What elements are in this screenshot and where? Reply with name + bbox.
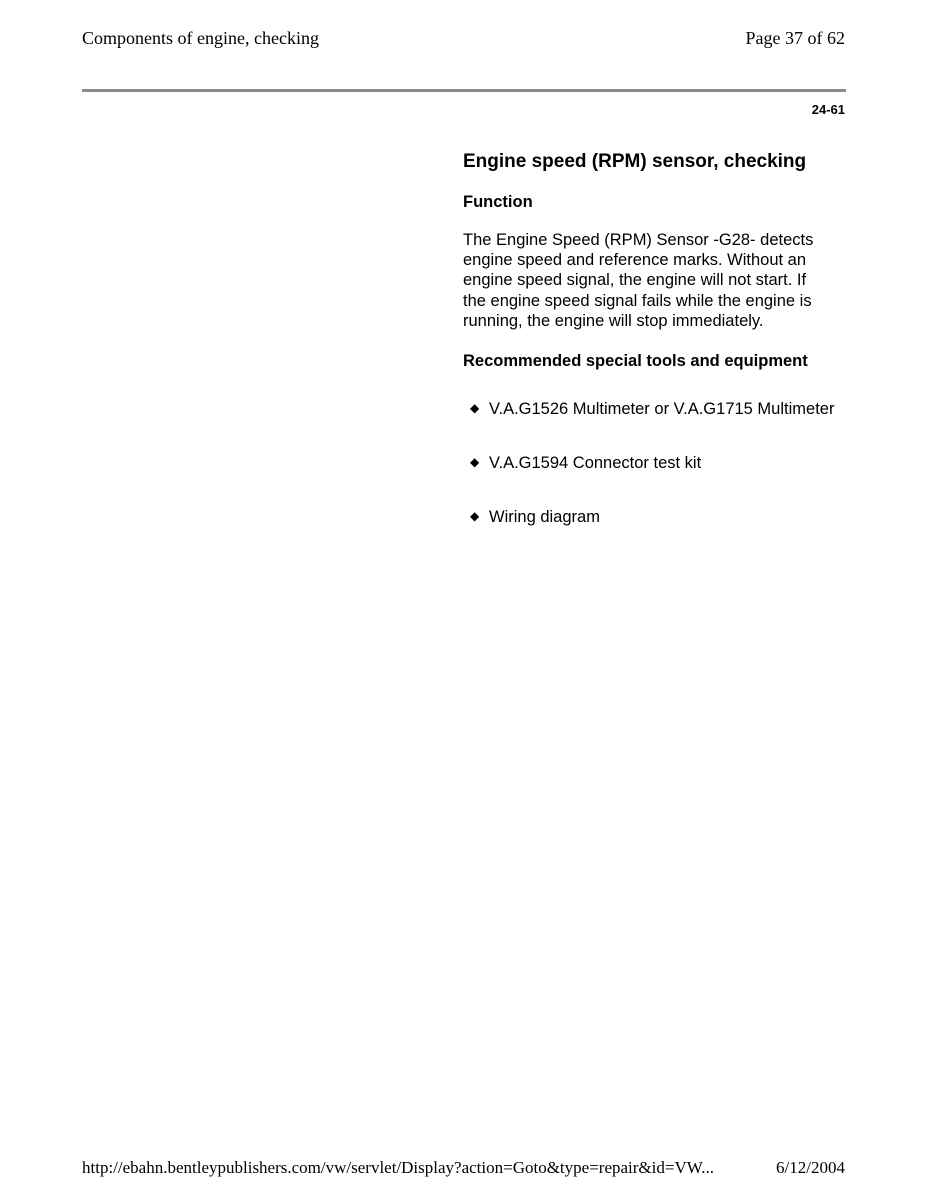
footer-date: 6/12/2004: [776, 1158, 845, 1177]
diamond-bullet-icon: ◆: [470, 509, 480, 524]
footer-url: http://ebahn.bentleypublishers.com/vw/servlet/Display?action=Goto&type=repair&id=VW...: [82, 1158, 714, 1177]
list-item: [463, 453, 846, 473]
page-title: Engine speed (RPM) sensor, checking: [463, 151, 807, 172]
function-heading: Function: [463, 193, 533, 211]
tools-heading: Recommended special tools and equipment: [463, 352, 808, 371]
list-item-text: V.A.G1594 Connector test kit: [489, 454, 702, 473]
tools-list: [463, 399, 846, 528]
diamond-bullet-icon: ◆: [470, 401, 480, 416]
list-item: [463, 507, 846, 527]
page-number: Page 37 of 62: [745, 28, 845, 48]
list-item-text: Wiring diagram: [489, 508, 600, 527]
header-divider: [82, 89, 846, 92]
list-item-text: V.A.G1526 Multimeter or V.A.G1715 Multimeter: [489, 400, 835, 419]
main-content: [463, 150, 846, 562]
section-number: 24-61: [811, 102, 845, 117]
page-header-title: Components of engine, checking: [82, 28, 319, 48]
function-description: The Engine Speed (RPM) Sensor -G28- detects engine speed and reference marks. Without an engine speed signal, the engine will not start. If the engine speed signal fails while the engine is running, the engine will stop immediately.: [463, 231, 814, 330]
list-item: [463, 399, 846, 419]
diamond-bullet-icon: ◆: [470, 455, 480, 470]
